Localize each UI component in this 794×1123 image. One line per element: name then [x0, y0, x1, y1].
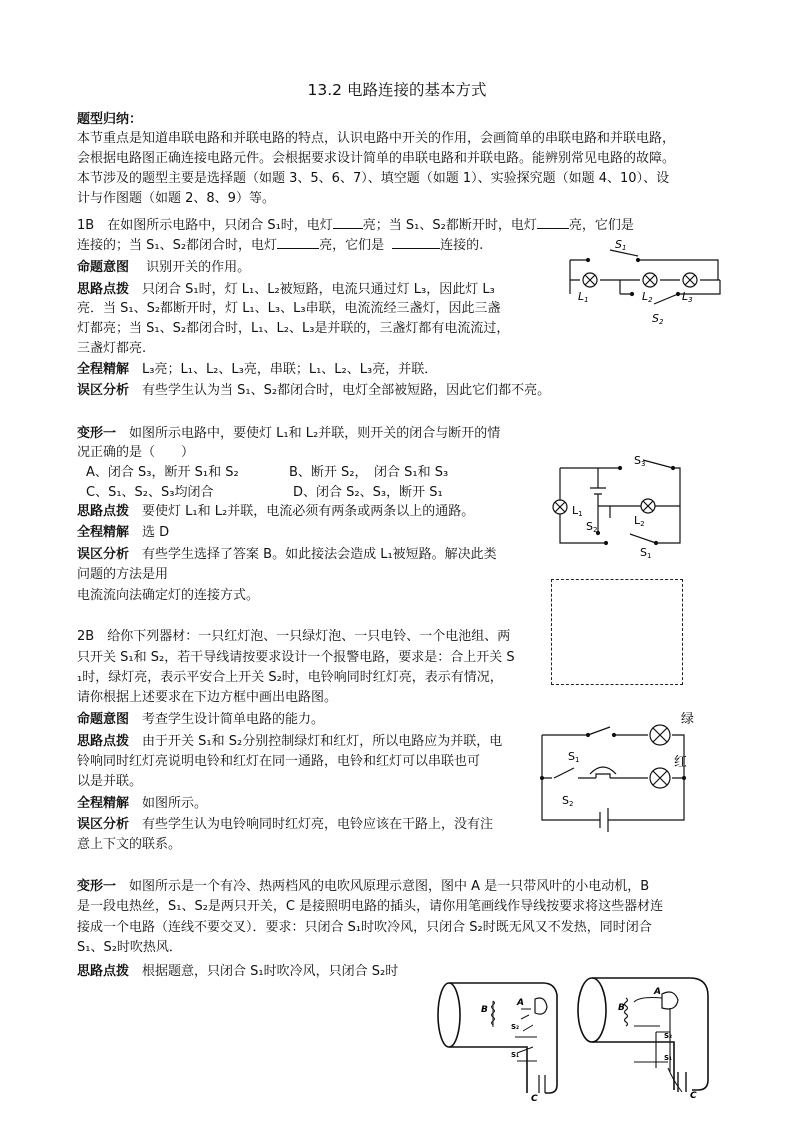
var1-error-line-2: 问题的方法是用 [77, 567, 169, 582]
var1-option-b: B、断开 S₂， 闭合 S₁和 S₃ [289, 465, 449, 480]
summary-line-4: 计与作图题（如题 2、8、9）等。 [77, 191, 275, 206]
var1-option-a: A、闭合 S₃，断开 S₁和 S₂ [86, 465, 239, 480]
q2-hint-line-1: 思路点拨 由于开关 S₁和 S₂分别控制绿灯和红灯，所以电路应为并联，电 [77, 734, 503, 749]
q1-hint-line-4: 三盏灯都亮. [77, 341, 147, 356]
fig2-label-s2: S₂ [664, 1032, 673, 1040]
var1-error-line-1: 误区分析 有些学生选择了答案 B。如此接法会造成 L₁被短路。解决此类 [77, 547, 497, 562]
q1-intent: 命题意图 识别开关的作用。 [77, 260, 251, 275]
q1-hint-line-1: 思路点拨 只闭合 S₁时，灯 L₁、L₂被短路，电流只通过灯 L₃，因此灯 L₃ [77, 282, 495, 297]
q1-stem-line-2: 连接的；当 S₁、S₂都闭合时，电灯 亮，它们是 连接的. [77, 235, 483, 255]
fig2-label-c: C [690, 1091, 697, 1100]
q1-hint-line-3: 灯都亮；当 S₁、S₂都闭合时，L₁、L₂、L₃是并联的，三盏灯都有电流流过， [77, 321, 510, 336]
q1-error: 误区分析 有些学生认为当 S₁、S₂都闭合时，电灯全部被短路，因此它们都不亮。 [77, 383, 551, 398]
hairdryer-figure-right [570, 972, 720, 1100]
fig2-label-a: A [654, 987, 661, 997]
q2-stem-line-3: ₁时，绿灯亮，表示平安合上开关 S₂时，电铃响同时红灯亮，表示有情况， [77, 670, 503, 685]
fig2-label-s1: S₁ [664, 1054, 673, 1062]
fig1-label-a: A [517, 998, 524, 1008]
q1-circuit-diagram [560, 232, 730, 327]
q2-error-line-2: 意上下文的联系。 [77, 837, 182, 852]
q1-stem-line-1: 1B 在如图所示电路中，只闭合 S₁时，电灯 亮；当 S₁、S₂都断开时，电灯 亮，它们是 [77, 215, 634, 235]
var1-stem-line-1: 变形一 如图所示电路中，要使灯 L₁和 L₂并联，则开关的闭合与断开的情 [77, 426, 501, 441]
q2-label-s1: S1 [568, 750, 580, 764]
q1-label-l3: L3 [682, 290, 693, 304]
var2-stem-line-2: 是一段电热丝，S₁、S₂是两只开关，C 是接照明电路的插头，请你用笔画线作导线按要求将这些器材连 [77, 899, 664, 914]
q1-hint-line-2: 亮．当 S₁、S₂都断开时，灯 L₁、L₃、L₃串联，电流流经三盏灯，因此三盏 [77, 301, 501, 316]
var1-circuit-diagram [548, 448, 688, 563]
q1-blank-4 [392, 235, 440, 249]
q1-label-s2: S2 [652, 312, 664, 326]
q2-stem-line-1: 2B 给你下列器材：一只红灯泡、一只绿灯泡、一只电铃、一个电池组、两 [77, 629, 511, 644]
var1-option-d: D、闭合 S₂、S₃，断开 S₁ [293, 485, 443, 500]
summary-heading: 题型归纳： [77, 112, 143, 127]
fig2-label-b: B [618, 1003, 625, 1013]
var1-label-s2: S2 [586, 520, 598, 534]
summary-line-2: 会根据电路图正确连接电路元件。会根据要求设计简单的串联电路和并联电路。能辨别常见电路的故障。 [77, 151, 676, 166]
var1-label-s3: S3 [634, 454, 646, 468]
q1-blank-3 [277, 235, 319, 249]
var1-hint: 思路点拨 要使灯 L₁和 L₂并联，电流必须有两条或两条以上的通路。 [77, 504, 475, 519]
answer-drawing-box[interactable] [551, 579, 683, 685]
q2-answer: 全程精解 如图所示。 [77, 796, 208, 811]
q2-hint-line-3: 以是并联。 [77, 774, 143, 789]
var1-label-l1: L1 [572, 504, 583, 518]
q2-label-green: 绿 [681, 712, 695, 727]
var1-stem-line-2: 况正确的是（ ） [77, 445, 195, 460]
var2-stem-line-3: 接成一个电路（连线不要交叉）．要求：只闭合 S₁时吹冷风，只闭合 S₂时既无风又不发热，同时闭合 [77, 920, 652, 935]
var1-error-line-3: 电流流向法确定灯的连接方式。 [77, 588, 260, 603]
var1-label-l2: L2 [634, 514, 645, 528]
var1-label-s1: S1 [640, 546, 652, 560]
q2-label-s2: S2 [562, 794, 574, 808]
q2-intent: 命题意图 考查学生设计简单电路的能力。 [77, 712, 325, 727]
q2-error-line-1: 误区分析 有些学生认为电铃响同时红灯亮，电铃应该在干路上，没有注 [77, 817, 494, 832]
fig1-label-b: B [481, 1005, 488, 1015]
fig1-label-s2: S₂ [511, 1023, 520, 1031]
page-title: 13.2 电路连接的基本方式 [307, 81, 487, 99]
var2-stem-line-4: S₁、S₂时吹热风． [77, 940, 182, 955]
q1-blank-2 [537, 215, 569, 229]
q2-hint-line-2: 铃响同时红灯亮说明电铃和红灯在同一通路，电铃和红灯可以串联也可 [77, 754, 481, 769]
var2-hint: 思路点拨 根据题意，只闭合 S₁时吹冷风，只闭合 S₂时 [77, 964, 399, 979]
q1-label-l2: L2 [642, 290, 653, 304]
q2-stem-line-2: 只开关 S₁和 S₂，若干导线请按要求设计一个报警电路，要求是：合上开关 S [77, 650, 515, 665]
q1-label-l1: L1 [578, 290, 589, 304]
q2-circuit-diagram [538, 708, 698, 836]
summary-line-1: 本节重点是知道串联电路和并联电路的特点，认识电路中开关的作用，会画简单的串联电路和并联电路， [77, 131, 676, 146]
q1-blank-1 [333, 215, 363, 229]
var1-option-c: C、S₁、S₂、S₃均闭合 [86, 485, 214, 500]
fig1-label-s1: S₁ [511, 1051, 520, 1059]
var2-stem-line-1: 变形一 如图所示是一个有冷、热两档风的电吹风原理示意图，图中 A 是一只带风叶的小电动机，B [77, 879, 650, 894]
var1-answer: 全程精解 选 D [77, 525, 170, 540]
q2-stem-line-4: 请你根据上述要求在下边方框中画出电路图。 [77, 690, 338, 705]
summary-line-3: 本节涉及的题型主要是选择题（如题 3、5、6、7）、填空题（如题 1）、实验探究题（如题 4、10）、设 [77, 171, 670, 186]
q2-label-red: 红 [674, 755, 688, 770]
q1-answer: 全程精解 L₃亮；L₁、L₂、L₃亮，串联；L₁、L₂、L₃亮，并联． [77, 362, 438, 377]
q1-label-s1: S1 [615, 238, 627, 252]
hairdryer-figure-left [435, 975, 565, 1103]
fig1-label-c: C [531, 1094, 538, 1103]
